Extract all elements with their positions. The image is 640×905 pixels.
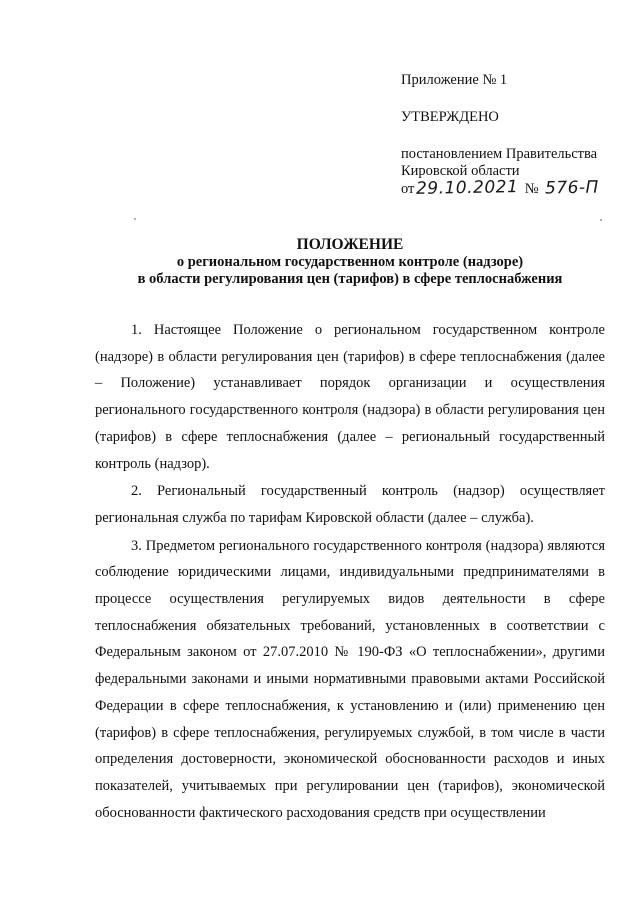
decree-line-1: постановлением Правительства [401, 146, 598, 162]
approved-label: УТВЕРЖДЕНО [401, 109, 499, 125]
appendix-label: Приложение № 1 [401, 72, 508, 88]
title-line-2: о региональном государственном контроле (надзоре) [176, 253, 524, 270]
decree-date-number [401, 177, 626, 199]
scan-speck [134, 218, 136, 220]
paragraph-2: 2. Региональный государственный контроль (надзор) осуществляет региональная служба по тарифам Кировской области (далее – служба). [95, 483, 605, 526]
number-prefix: № [524, 181, 539, 197]
title-line-3: в области регулирования цен (тарифов) в сфере теплоснабжения [137, 271, 563, 287]
date-prefix: от [401, 181, 415, 197]
document-body [95, 317, 605, 826]
handwritten-number: 576-П [544, 177, 599, 199]
decree-line-2: Кировской области [401, 163, 520, 179]
document-title [60, 236, 640, 289]
handwritten-date: 29.10.2021 [416, 177, 519, 199]
approval-stamp-block [401, 72, 626, 198]
paragraph-3: 3. Предметом регионального государственного контроля (надзора) являются соблюдение юридическими лицами, индивидуальными предпринимателями в процессе осуществления регулируемых видов деятельности в сфере теплоснабжения обязательных требований, установленных в соответствии с Федеральным законом от 27.07.2010 № 190-ФЗ «О теплоснабжении», другими федеральными законами и иными нормативными правовыми актами Российской Федерации в сфере теплоснабжения, к установлению и (или) применению цен (тарифов) в сфере теплоснабжения, регулируемых службой, в том числе в части определения достоверности, экономической обоснованности расходов и иных показателей, учитываемых при регулировании цен (тарифов), экономической обоснованности фактического расходования средств при осуществлении [95, 537, 605, 821]
paragraph-1: 1. Настоящее Положение о региональном государственном контроле (надзоре) в области регулирования цен (тарифов) в сфере теплоснабжения (далее – Положение) устанавливает порядок организации и осуществления регионального государственного контроля (надзора) в области регулирования цен (тарифов) в сфере теплоснабжения (далее – региональный государственный контроль (надзор). [95, 322, 605, 472]
scan-speck [600, 219, 602, 221]
title-main: ПОЛОЖЕНИЕ [296, 236, 404, 253]
